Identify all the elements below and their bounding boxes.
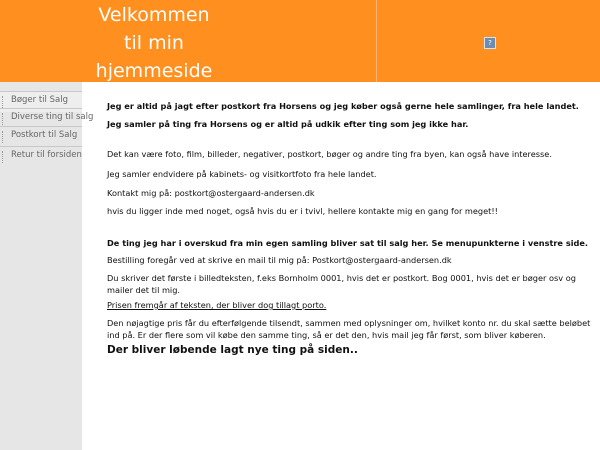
paragraph-interest: Det kan være foto, film, billeder, negativer, postkort, bøger og andre ting fra byen, kan også have interesse. xyxy=(107,149,552,159)
drag-handle-icon xyxy=(2,151,6,163)
header-title-area xyxy=(0,0,377,82)
sidebar-item-label: Retur til forsiden xyxy=(11,150,82,160)
sidebar-item-label: Bøger til Salg xyxy=(11,95,68,105)
contact-line: Kontakt mig på: postkort@ostergaard-andersen.dk xyxy=(107,188,315,198)
drag-handle-icon xyxy=(2,113,6,125)
sidebar-item-retur-til-forsiden[interactable] xyxy=(0,146,82,167)
sidebar-item-postkort-til-salg[interactable] xyxy=(0,126,82,147)
price-note-link[interactable]: Prisen fremgår af teksten, der bliver dog tillagt porto. xyxy=(107,300,327,310)
intro-bold-1: Jeg er altid på jagt efter postkort fra Horsens og jeg køber også gerne hele samlinger, fra hele landet. xyxy=(107,101,579,111)
image-placeholder-icon: ? xyxy=(484,37,496,49)
drag-handle-icon xyxy=(2,131,6,143)
sidebar-item-label: Postkort til Salg xyxy=(11,130,78,140)
paragraph-contact-hint: hvis du ligger inde med noget, også hvis du er i tvivl, hellere kontakte mig en gang for meget!! xyxy=(107,206,498,216)
paragraph-collect: Jeg samler endvidere på kabinets- og visitkortfoto fra hele landet. xyxy=(107,169,377,179)
page-title-line-3: hjemmeside xyxy=(95,60,213,82)
sale-heading: De ting jeg har i overskud fra min egen samling bliver sat til salg her. Se menupunkterne i venstre side. xyxy=(107,238,589,248)
page-header xyxy=(0,0,600,82)
payment-info: Den nøjagtige pris får du efterfølgende tilsendt, sammen med oplysninger om, hvilket konto nr. du skal sætte beløbet ind på. Er der flere som vil købe den samme ting, så er det den, hvis mail jeg får først, som bliver køberen. xyxy=(107,318,591,340)
intro-bold-2: Jeg samler på ting fra Horsens og er altid på udkik efter ting som jeg ikke har. xyxy=(107,119,469,129)
page-title-line-2: til min xyxy=(124,32,184,54)
new-items-note: Der bliver løbende lagt nye ting på siden.. xyxy=(107,344,358,356)
sidebar-menu xyxy=(0,82,94,450)
page-title-line-1: Velkommen xyxy=(98,4,210,26)
order-instructions: Du skriver det første i billedteksten, f.eks Bornholm 0001, hvis det er postkort. Bog 0001, hvis det er bøger osv og mailer det til mig. xyxy=(107,273,576,295)
sidebar-item-label: Diverse ting til salg xyxy=(11,112,94,122)
order-info: Bestilling foregår ved at skrive en mail til mig på: Postkort@ostergaard-andersen.dk xyxy=(107,255,452,265)
drag-handle-icon xyxy=(2,96,6,108)
